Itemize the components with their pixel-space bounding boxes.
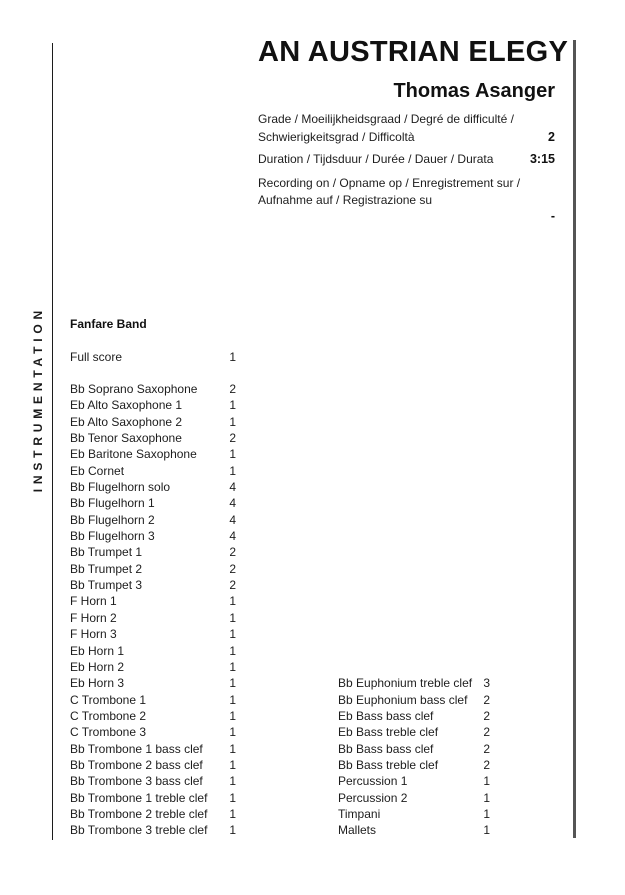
instrument-qty: 2 (229, 545, 236, 560)
grade-row (258, 111, 555, 146)
instrument-name: C Trombone 3 (70, 725, 147, 740)
list-item (338, 773, 490, 789)
list-item (338, 724, 490, 740)
instrument-qty: 1 (229, 447, 236, 462)
instrument-name: Eb Baritone Saxophone (70, 447, 197, 462)
list-item (70, 643, 236, 659)
instrument-qty: 1 (229, 708, 236, 723)
recording-row (258, 175, 555, 210)
instrument-qty: 2 (229, 431, 236, 446)
duration-value: 3:15 (529, 152, 555, 166)
instrument-qty: 1 (229, 594, 236, 609)
instrument-name: Bb Euphonium bass clef (338, 692, 468, 707)
instrument-name: Bb Flugelhorn 2 (70, 512, 155, 527)
instrument-qty: 1 (229, 774, 236, 789)
list-item (70, 528, 236, 544)
instrument-qty: 1 (229, 350, 236, 364)
instrument-qty: 2 (229, 382, 236, 396)
grade-label-line1: Grade / Moeilijkheidsgraad / Degré de difficulté / (258, 112, 514, 126)
list-item (70, 610, 236, 626)
instrument-name: Eb Horn 3 (70, 676, 125, 691)
instrument-qty: 1 (229, 741, 236, 756)
list-item (338, 757, 490, 773)
instrument-name: Bb Trombone 1 treble clef (70, 790, 208, 805)
list-item (338, 692, 490, 708)
instrument-qty: 1 (229, 398, 236, 413)
list-item (70, 495, 236, 511)
list-item (70, 577, 236, 593)
list-item (70, 741, 236, 757)
instrument-qty: 1 (229, 643, 236, 658)
instrument-name: Percussion 2 (338, 790, 408, 805)
instrument-name: Bb Trombone 1 bass clef (70, 741, 203, 756)
left-vertical-rule (52, 43, 54, 840)
instrument-qty: 2 (483, 708, 490, 723)
list-item (70, 463, 236, 479)
instrument-qty: 3 (483, 676, 490, 691)
instrument-qty: 4 (229, 512, 236, 527)
list-item (70, 675, 236, 691)
instrument-name: Eb Bass treble clef (338, 725, 439, 740)
instrument-name: Bb Flugelhorn 1 (70, 496, 155, 511)
instrument-qty: 4 (229, 496, 236, 511)
list-item (70, 806, 236, 822)
instrument-qty: 1 (483, 823, 490, 838)
instrument-name: Bb Flugelhorn solo (70, 480, 171, 495)
instrumentation-vertical-label: INSTRUMENTATION (31, 306, 45, 493)
instrument-name: Bb Trombone 2 bass clef (70, 757, 203, 772)
instrument-name: C Trombone 2 (70, 708, 147, 723)
right-vertical-rule (573, 40, 576, 838)
instrument-qty: 1 (229, 659, 236, 674)
instrument-column-right (338, 675, 490, 838)
list-item (70, 773, 236, 789)
instrument-name: Eb Cornet (70, 463, 125, 478)
instrument-name: F Horn 3 (70, 627, 117, 642)
list-item (70, 349, 236, 365)
list-item (70, 659, 236, 675)
list-item (338, 675, 490, 691)
instrument-qty: 2 (229, 561, 236, 576)
instrument-name: F Horn 2 (70, 610, 117, 625)
grade-value: 2 (548, 129, 555, 144)
instrument-qty: 1 (229, 463, 236, 478)
grade-label (258, 111, 514, 146)
list-item (338, 708, 490, 724)
recording-label (258, 175, 520, 210)
instrument-name: Eb Bass bass clef (338, 708, 434, 723)
list-item (70, 381, 236, 397)
list-item (338, 822, 490, 838)
instrument-name: Mallets (338, 823, 377, 838)
instrument-name: Bb Trombone 3 bass clef (70, 774, 203, 789)
instrument-qty: 1 (229, 757, 236, 772)
list-item (70, 414, 236, 430)
instrument-name: Timpani (338, 807, 381, 822)
list-item (70, 512, 236, 528)
instrument-name: C Trombone 1 (70, 692, 147, 707)
instrument-name: Eb Alto Saxophone 2 (70, 414, 183, 429)
instrument-qty: 1 (229, 676, 236, 691)
instrument-name: Bb Euphonium treble clef (338, 676, 473, 691)
instrument-name: Percussion 1 (338, 774, 408, 789)
instrument-qty: 4 (229, 529, 236, 544)
list-item (70, 446, 236, 462)
instrument-qty: 2 (483, 692, 490, 707)
instrument-qty: 1 (229, 790, 236, 805)
instrument-qty: 2 (483, 725, 490, 740)
instrument-qty: 1 (483, 807, 490, 822)
list-item (70, 479, 236, 495)
list-item (70, 724, 236, 740)
composer-name: Thomas Asanger (393, 80, 555, 102)
instrument-name: Bb Bass bass clef (338, 741, 434, 756)
instrument-name: Full score (70, 350, 123, 364)
duration-row (258, 151, 555, 169)
instrument-qty: 2 (229, 578, 236, 593)
instrument-column-left (70, 381, 236, 839)
list-item (70, 790, 236, 806)
grade-label-line2: Schwierigkeitsgrad / Difficoltà (258, 129, 415, 144)
instrument-qty: 1 (229, 627, 236, 642)
instrument-name: Eb Alto Saxophone 1 (70, 398, 183, 413)
instrument-qty: 1 (483, 774, 490, 789)
instrument-qty: 1 (229, 806, 236, 821)
list-item (70, 430, 236, 446)
list-item (70, 593, 236, 609)
instrument-qty: 1 (483, 790, 490, 805)
list-item (70, 626, 236, 642)
instrument-name: Bb Soprano Saxophone (70, 382, 198, 396)
instrument-name: Bb Trombone 3 treble clef (70, 823, 208, 838)
list-item (70, 561, 236, 577)
full-score-row (70, 349, 236, 365)
recording-label-line1: Recording on / Opname op / Enregistrement sur / (258, 175, 521, 190)
list-item (70, 397, 236, 413)
instrument-name: F Horn 1 (70, 594, 117, 609)
list-item (70, 757, 236, 773)
list-item (70, 708, 236, 724)
list-item (70, 544, 236, 560)
duration-label: Duration / Tijdsduur / Durée / Dauer / Durata (258, 152, 494, 166)
instrument-name: Bb Flugelhorn 3 (70, 529, 155, 544)
instrument-name: Bb Trumpet 3 (70, 578, 143, 593)
recording-label-line2: Aufnahme auf / Registrazione su (258, 193, 433, 207)
instrument-name: Bb Trombone 2 treble clef (70, 806, 208, 821)
instrument-qty: 4 (229, 480, 236, 495)
header (258, 36, 569, 225)
instrument-qty: 1 (229, 823, 236, 838)
instrument-qty: 1 (229, 725, 236, 740)
list-item (338, 806, 490, 822)
instrument-qty: 2 (483, 758, 490, 773)
instrument-qty: 1 (229, 692, 236, 707)
instrument-qty: 2 (483, 741, 490, 756)
instrument-name: Eb Horn 2 (70, 659, 125, 674)
instrument-name: Bb Trumpet 1 (70, 545, 143, 560)
section-heading-fanfare-band: Fanfare Band (70, 317, 147, 331)
list-item (338, 741, 490, 757)
instrument-qty: 1 (229, 610, 236, 625)
page-title: AN AUSTRIAN ELEGY (258, 36, 569, 68)
list-item (70, 822, 236, 838)
instrument-name: Bb Bass treble clef (338, 758, 439, 773)
instrument-qty: 1 (229, 414, 236, 429)
recording-value: - (550, 208, 555, 223)
list-item (338, 790, 490, 806)
instrument-name: Bb Trumpet 2 (70, 561, 143, 576)
list-item (70, 692, 236, 708)
instrument-name: Eb Horn 1 (70, 643, 125, 658)
instrument-name: Bb Tenor Saxophone (70, 431, 182, 446)
